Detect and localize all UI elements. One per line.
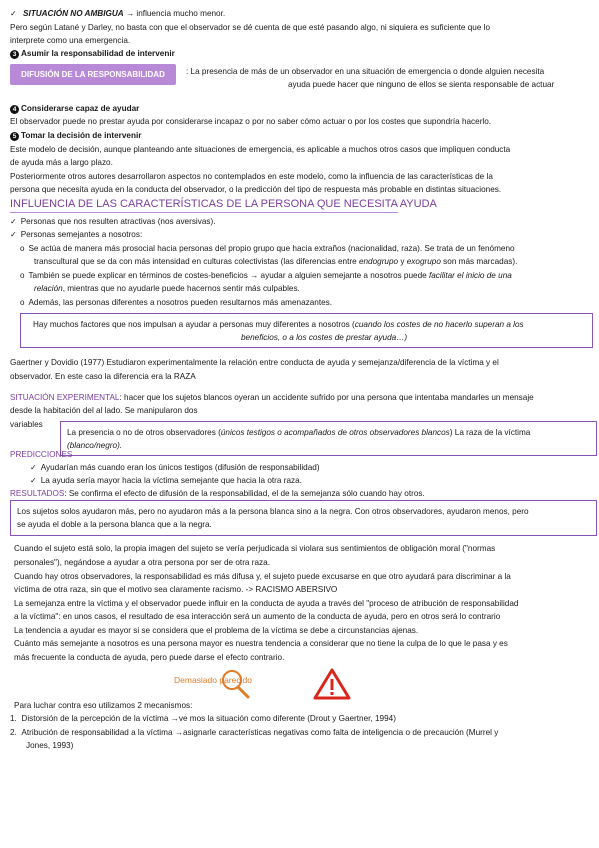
line-situacion-no-ambigua: ✓ SITUACIÓN NO AMBIGUA → influencia mucho menor. [10,9,226,18]
box-line: Hay muchos factores que nos impulsan a ayudar a personas muy diferentes a nosotros (cuando los costes de no hacerlo superan a los [33,320,524,329]
sub-list-item-cont: relación, mientras que no ayudarle puede hacernos sentir más culpables. [34,284,300,293]
check-icon: ✓ [30,463,37,472]
section-underline [10,212,398,213]
check-icon: ✓ [10,230,17,239]
bullet-icon: o [20,271,25,280]
prediction-item: ✓ La ayuda sería mayor hacia la víctima semejante que hacia la otra raza. [30,476,302,485]
list-item: ✓ Personas semejantes a nosotros: [10,230,143,239]
paragraph-line: observador. En este caso la diferencia era la RAZA [10,372,196,381]
step-number: 4 [10,105,19,114]
predicciones-label: PREDICCIONES [10,450,73,459]
bullet-icon: o [20,298,25,307]
bullet-icon: o [20,244,25,253]
factors-box [20,313,593,348]
box-line: Los sujetos solos ayudaron más, pero no ayudaron más a la persona blanca sino a la negra. Con otros observadores, ayudaron menos, pero [17,507,529,516]
paragraph-line: La semejanza entre la víctima y el observador puede influir en la conducta de ayuda a través del "proceso de atribución de responsabilidad [14,599,519,608]
results-box [10,500,597,536]
paragraph-line: de ayuda más a largo plazo. [10,158,113,167]
difusion-pill: DIFUSIÓN DE LA RESPONSABILIDAD [10,64,176,85]
step-number: 5 [10,132,19,141]
paragraph-line: Gaertner y Dovidio (1977) Estudiaron experimentalmente la relación entre conducta de ayuda y semejanza/diferencia de la víctima y el [10,358,499,367]
sub-list-item-cont: transcultural que se da con más intensidad en culturas colectivistas (las diferencias entre endogrupo y exogrupo son más marcadas). [34,257,518,266]
sub-list-item: o Se actúa de manera más prosocial hacia personas del propio grupo que hacia extraños (nacionalidad, raza). Se trata de un fenómeno [20,244,515,253]
paragraph-line: persona que necesita ayuda en la conducta del observador, o la predicción del tipo de respuesta más probable en distintas situaciones. [10,185,502,194]
paragraph-line: a la víctima": en unos casos, el resultado de esa interacción será un aumento de la conducta de ayuda, pero en otros será lo contrario [14,612,501,621]
section-title: INFLUENCIA DE LAS CARACTERÍSTICAS DE LA PERSONA QUE NECESITA AYUDA [10,198,437,210]
paragraph-line: Posteriormente otros autores desarrollaron aspectos no contemplados en este modelo, como la influencia de las características de la [10,172,493,181]
situacion-experimental-line: SITUACIÓN EXPERIMENTAL: hacer que los sujetos blancos oyeran un accidente sufrido por una persona que intentaba mandarles un mensaje [10,393,534,402]
box-line: La presencia o no de otros observadores (únicos testigos o acompañados de otros observadores blancos) La raza de la víctima [67,428,531,437]
check-icon: ✓ [30,476,37,485]
prediction-item: ✓ Ayudarían más cuando eran los únicos testigos (difusión de responsabilidad) [30,463,320,472]
pill-text: : La presencia de más de un observador en una situación de emergencia o donde alguien necesita [186,67,545,76]
warning-icon [313,668,351,700]
demasiado-parecido-label: Demasiado parecido [174,675,252,685]
magnifier-icon [218,666,252,700]
pill-text: ayuda puede hacer que ninguno de ellos se sienta responsable de actuar [288,80,555,89]
paragraph-line: Este modelo de decisión, aunque planteando ante situaciones de emergencia, es aplicable a muchos otros casos que impliquen conducta [10,145,511,154]
paragraph-line: La tendencia a ayudar es mayor si se considera que el problema de la víctima se debe a circunstancias ajenas. [14,626,419,635]
variables-box [60,421,597,456]
paragraph-line: El observador puede no prestar ayuda por considerarse incapaz o por no saber cómo actuar o por los costes que supondría hacerlo. [10,117,492,126]
mechanism-item-cont: Jones, 1993) [26,741,74,750]
sub-list-item: o También se puede explicar en términos de costes-beneficios → ayudar a alguien semejante a nosotros puede facilitar el inicio de una [20,271,512,280]
step-heading-3: 3 Asumir la responsabilidad de intervenir [10,48,175,59]
box-line: se ayuda el doble a la persona blanca que a la negra. [17,520,212,529]
paragraph-line: víctima de otra raza, sin que el motivo sea claramente racismo. -> RACISMO ABERSIVO [14,585,338,594]
sub-list-item: o Además, las personas diferentes a nosotros pueden resultarnos más amenazantes. [20,298,333,307]
check-icon: ✓ [10,217,17,226]
paragraph-line: Cuando el sujeto está solo, la propia imagen del sujeto se vería perjudicada si violara sus sentimientos de obligación moral ("normas [14,544,496,553]
resultados-line: RESULTADOS: Se confirma el efecto de difusión de la responsabilidad, el de la semejanza sólo cuando hay otros. [10,489,425,498]
step-heading-4: 4 Considerarse capaz de ayudar [10,103,139,114]
paragraph-line: más frecuente la conducta de ayuda, pero puede darse el efecto contrario. [14,653,285,662]
box-line: beneficios, o a los costes de prestar ayuda…) [241,333,408,342]
paragraph-line: interprete como una emergencia. [10,36,131,45]
paragraph-line: Cuánto más semejante a nosotros es una persona mayor es nuestra tendencia a considerar que no tiene la culpa de lo que le pasa y es [14,639,508,648]
paragraph-line: Para luchar contra eso utilizamos 2 mecanismos: [14,701,193,710]
list-item: ✓ Personas que nos resulten atractivas (nos aversivas). [10,217,216,226]
step-number: 3 [10,50,19,59]
step-heading-5: 5 Tomar la decisión de intervenir [10,130,141,141]
box-line: (blanco/negro). [67,441,123,450]
paragraph-line: Pero según Latané y Darley, no basta con que el observador se dé cuenta de que esté pasando algo, ni siquiera es suficiente que lo [10,23,491,32]
paragraph-line: Cuando hay otros observadores, la responsabilidad es más difusa y, el sujeto puede excusarse en que otro ayudará para discriminar a la [14,572,511,581]
mechanism-item: 2. Atribución de responsabilidad a la víctima →asignarle características negativas como falta de inteligencia o de precaución (Murrel y [10,728,499,737]
mechanism-item: 1. Distorsión de la percepción de la víctima →ve mos la situación como diferente (Drout y Gaertner, 1994) [10,714,396,723]
check-icon: ✓ [10,9,17,18]
variables-label: variables [10,420,43,429]
paragraph-line: desde la habitación del al lado. Se manipularon dos [10,406,198,415]
paragraph-line: personales"), negándose a ayudar a otra persona por ser de otra raza. [14,558,270,567]
